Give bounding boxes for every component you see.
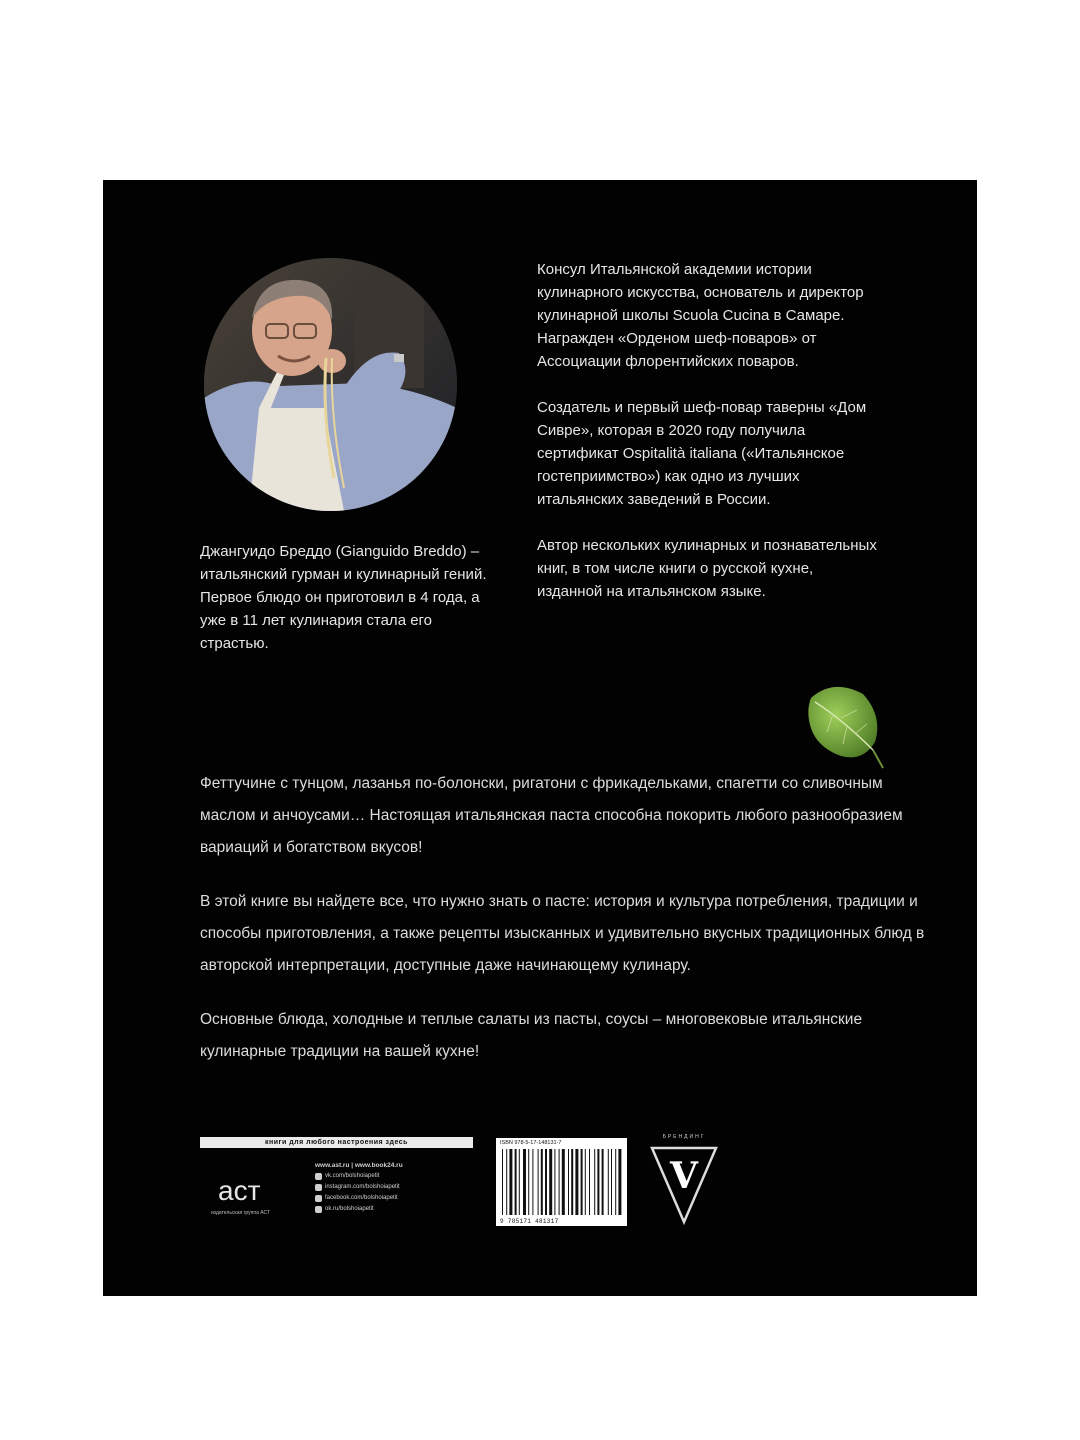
vk-icon	[315, 1173, 322, 1180]
barcode-bar	[502, 1149, 503, 1215]
v-triangle-logo-icon	[646, 1134, 722, 1226]
facebook-icon	[315, 1195, 322, 1202]
barcode-bar	[611, 1149, 612, 1215]
barcode-bar	[589, 1149, 590, 1215]
description-paragraph: Основные блюда, холодные и теплые салаты из пасты, соусы – многовековые итальянские кулинарные традиции на вашей кухне!	[200, 1011, 863, 1060]
series-logo	[646, 1134, 722, 1226]
barcode-bar	[608, 1149, 609, 1215]
barcode-bar	[523, 1149, 526, 1215]
publisher-logo-text: аст	[218, 1175, 261, 1206]
barcode-bar	[541, 1149, 543, 1215]
instagram-icon	[315, 1184, 322, 1191]
barcode-bar	[559, 1149, 560, 1215]
description-paragraph: Феттучине с тунцом, лазанья по-болонски, ригатони с фрикадельками, спагетти со сливочным маслом и анчоусами… Настоящая итальянская паста способна покорить любого разнообразием вариаций и богатством вкусов!	[200, 775, 903, 856]
basil-leaf-icon	[803, 680, 887, 774]
author-credentials	[537, 258, 877, 626]
series-letter: V	[670, 1155, 698, 1197]
barcode-bar	[538, 1149, 539, 1215]
book-back-cover	[103, 180, 977, 1296]
main-urls[interactable]: www.ast.ru | www.book24.ru	[315, 1162, 403, 1169]
imprint-label: издательская группа АСТ	[211, 1210, 270, 1216]
series-brand-text: БРЕНДИНГ	[662, 1134, 706, 1140]
publisher-links	[315, 1160, 485, 1215]
book-description	[200, 768, 940, 1090]
barcode-bar	[575, 1149, 578, 1215]
isbn-barcode	[496, 1138, 627, 1226]
barcode-bars	[496, 1138, 627, 1226]
author-photo	[204, 258, 457, 511]
credentials-paragraph: Создатель и первый шеф-повар таверны «Дом Сивре», которая в 2020 году получила сертификат Ospitalità italiana («Итальянское гостеприимство») как одно из лучших итальянских заведений в России.	[537, 399, 867, 508]
barcode-bar	[618, 1149, 621, 1215]
author-bio: Джангуидо Бреддо (Gianguido Breddo) – итальянский гурман и кулинарный гений. Первое блюдо он приготовил в 4 года, а уже в 11 лет кулинария стала его страстью.	[200, 543, 487, 652]
barcode-bar	[571, 1149, 573, 1215]
barcode-bar	[597, 1149, 599, 1215]
barcode-bar	[554, 1149, 555, 1215]
barcode-bar	[585, 1149, 586, 1215]
barcode-bar	[515, 1149, 517, 1215]
barcode-bar	[532, 1149, 533, 1215]
social-link[interactable]: vk.com/bolshoiapetit	[315, 1171, 485, 1182]
social-link[interactable]: ok.ru/bolshoiapetit	[315, 1204, 485, 1215]
barcode-bar	[519, 1149, 520, 1215]
social-link[interactable]: facebook.com/bolshoiapetit	[315, 1193, 485, 1204]
barcode-bar	[562, 1149, 565, 1215]
ean-number: 9 785171 481317	[500, 1218, 559, 1225]
barcode-bar	[568, 1149, 569, 1215]
barcode-bar	[602, 1149, 604, 1215]
description-paragraph: В этой книге вы найдете все, что нужно знать о пасте: история и культура потребления, традиции и способы приготовления, а также рецепты изысканных и удивительно вкусных традиционных блюд в авторской интерпретации, доступные даже начинающему кулинару.	[200, 893, 925, 974]
credentials-paragraph: Консул Итальянской академии истории кулинарного искусства, основатель и директор кулинарной школы Scuola Cucina в Самаре. Награжден «Орденом шеф-поваров» от Ассоциации флорентийских поваров.	[537, 261, 864, 370]
barcode-bar	[528, 1149, 529, 1215]
social-link[interactable]: instagram.com/bolshoiapetit	[315, 1182, 485, 1193]
author-portrait-image	[204, 258, 457, 511]
barcode-bar	[506, 1149, 507, 1215]
barcode-bar	[594, 1149, 595, 1215]
isbn-text: ISBN 978-5-17-148131-7	[500, 1140, 562, 1146]
barcode-bar	[549, 1149, 552, 1215]
barcode-bar	[581, 1149, 583, 1215]
barcode-bar	[509, 1149, 512, 1215]
slogan-bar: книги для любого настроения здесь	[200, 1137, 473, 1148]
barcode-bar	[615, 1149, 616, 1215]
barcode-bar	[545, 1149, 547, 1215]
credentials-paragraph: Автор нескольких кулинарных и познавательных книг, в том числе книги о русской кухне, изданной на итальянском языке.	[537, 537, 877, 600]
ok-icon	[315, 1206, 322, 1213]
